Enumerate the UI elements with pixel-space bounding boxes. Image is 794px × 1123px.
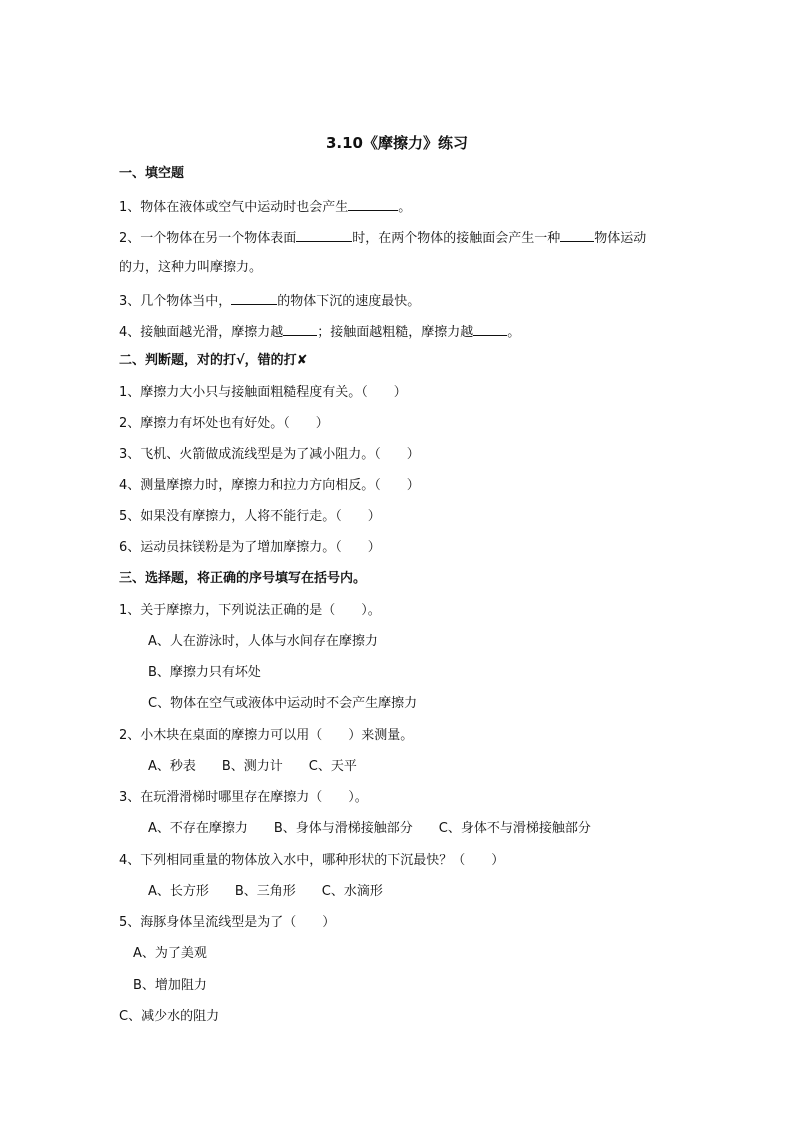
judge-question-2: 2、摩擦力有坏处也有好处。（ ） — [119, 416, 329, 431]
choice-option: B、摩擦力只有坏处 — [148, 665, 261, 680]
choice-question-2: 2、小木块在桌面的摩擦力可以用（ ）来测量。 — [119, 728, 414, 743]
judge-question-4: 4、测量摩擦力时，摩擦力和拉力方向相反。（ ） — [119, 478, 420, 493]
choice-option: A、为了美观 — [133, 946, 207, 961]
judge-question-6: 6、运动员抹镁粉是为了增加摩擦力。（ ） — [119, 540, 381, 555]
choice-option: A、人在游泳时，人体与水间存在摩擦力 — [148, 634, 378, 649]
section-heading-judge: 二、判断题，对的打√，错的打✘ — [119, 353, 308, 368]
answer-blank[interactable] — [560, 227, 594, 242]
choice-question-5: 5、海豚身体呈流线型是为了（ ） — [119, 915, 336, 930]
fill-question-2-continued: 的力，这种力叫摩擦力。 — [119, 260, 263, 275]
choice-question-4: 4、下列相同重量的物体放入水中，哪种形状的下沉最快？（ ） — [119, 853, 505, 868]
fill-question-3 — [119, 290, 420, 312]
page-title: 3.10《摩擦力》练习 — [325, 134, 468, 152]
answer-blank[interactable] — [296, 227, 352, 242]
question-text: 3、几个物体当中， — [119, 294, 232, 309]
judge-question-5: 5、如果没有摩擦力，人将不能行走。（ ） — [119, 509, 381, 524]
fill-question-1 — [119, 196, 411, 218]
choice-option: C、减少水的阻力 — [119, 1009, 220, 1024]
choice-options-row: A、长方形 B、三角形 C、水滴形 — [148, 884, 383, 899]
section-heading-choice: 三、选择题，将正确的序号填写在括号内。 — [119, 571, 367, 586]
answer-blank[interactable] — [473, 321, 507, 336]
question-text: 。 — [507, 325, 521, 340]
answer-blank[interactable] — [231, 290, 277, 305]
choice-options-row: A、不存在摩擦力 B、身体与滑梯接触部分 C、身体不与滑梯接触部分 — [148, 821, 591, 836]
choice-option: B、增加阻力 — [133, 978, 207, 993]
choice-question-3: 3、在玩滑滑梯时哪里存在摩擦力（ ）。 — [119, 790, 368, 805]
choice-question-1: 1、关于摩擦力，下列说法正确的是（ ）。 — [119, 603, 381, 618]
question-text: 4、接触面越光滑，摩擦力越 — [119, 325, 284, 340]
judge-question-1: 1、摩擦力大小只与接触面粗糙程度有关。（ ） — [119, 385, 407, 400]
question-text: 的物体下沉的速度最快。 — [277, 294, 421, 309]
question-text: 物体运动 — [594, 231, 647, 246]
fill-question-4 — [119, 321, 520, 343]
question-text: 。 — [398, 200, 412, 215]
judge-question-3: 3、飞机、火箭做成流线型是为了减小阻力。（ ） — [119, 447, 420, 462]
question-text: ；接触面越粗糙，摩擦力越 — [317, 325, 474, 340]
fill-question-2 — [119, 227, 646, 249]
answer-blank[interactable] — [348, 196, 398, 211]
question-text: 2、一个物体在另一个物体表面 — [119, 231, 297, 246]
section-heading-fill: 一、填空题 — [119, 166, 185, 181]
choice-options-row: A、秒表 B、测力计 C、天平 — [148, 759, 357, 774]
question-text: 1、物体在液体或空气中运动时也会产生 — [119, 200, 349, 215]
question-text: 时，在两个物体的接触面会产生一种 — [352, 231, 561, 246]
answer-blank[interactable] — [283, 321, 317, 336]
choice-option: C、物体在空气或液体中运动时不会产生摩擦力 — [148, 696, 418, 711]
